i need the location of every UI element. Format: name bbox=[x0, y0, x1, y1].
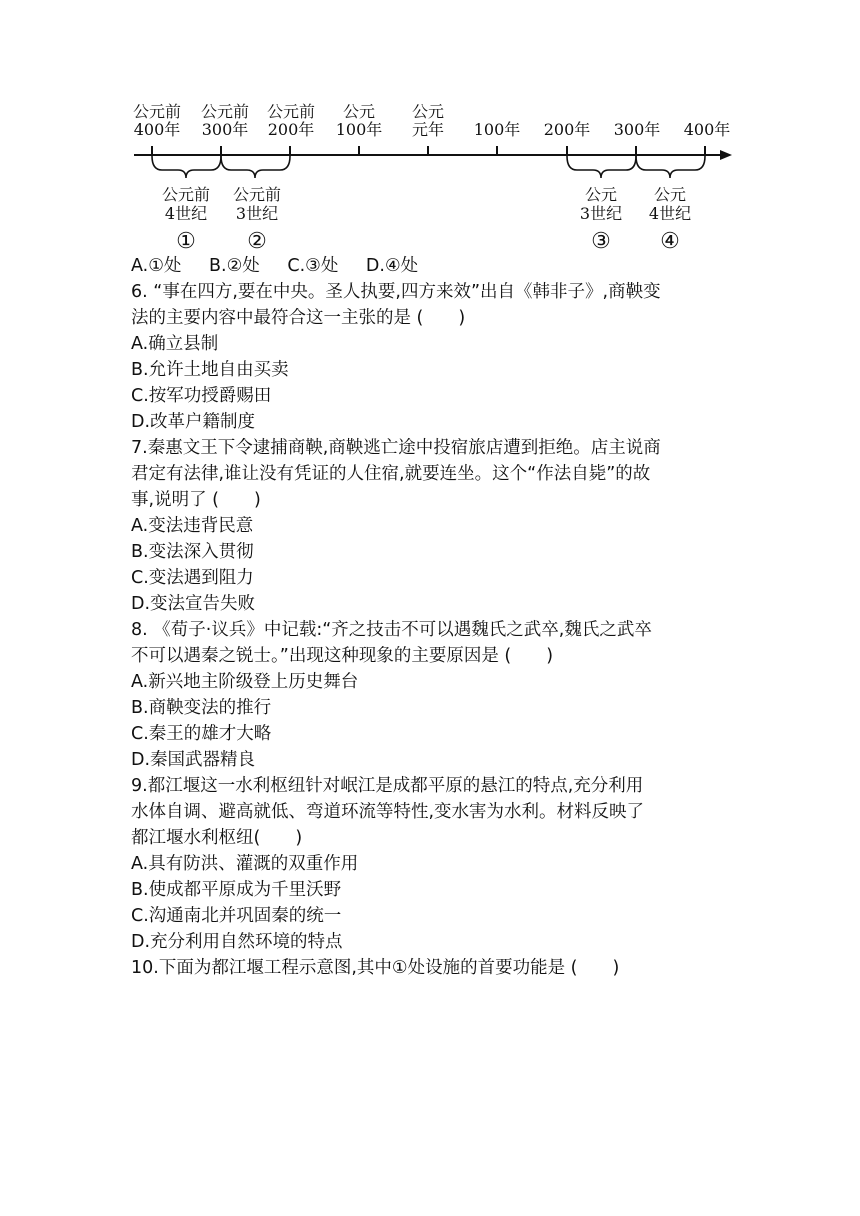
option-a[interactable]: A.新兴地主阶级登上历史舞台 bbox=[131, 672, 359, 692]
option-b[interactable]: B.变法深入贯彻 bbox=[131, 542, 254, 562]
tick-label-line2: 200年 bbox=[543, 120, 591, 139]
option-d[interactable]: D.秦国武器精良 bbox=[131, 750, 256, 770]
tick-label-line1: 公元前 bbox=[200, 102, 250, 121]
question-9 bbox=[131, 773, 751, 955]
tick-label-line1: 公元 bbox=[411, 102, 445, 121]
timeline-top-labels bbox=[133, 102, 730, 139]
tick-label-line2: 元年 bbox=[411, 120, 445, 139]
question-stem: 10.下面为都江堰工程示意图,其中①处设施的首要功能是 ( ) bbox=[131, 958, 620, 978]
question-stem: 6. “事在四方,要在中央。圣人执要,四方来效”出自《韩非子》,商鞅变 bbox=[131, 282, 661, 302]
question-6 bbox=[131, 279, 751, 435]
bracket-mark: ③ bbox=[591, 229, 611, 254]
tick-label-line2: 300年 bbox=[613, 120, 661, 139]
option-a[interactable]: A.①处 bbox=[131, 256, 182, 276]
tick-label-line2: 400年 bbox=[133, 120, 181, 139]
timeline-brackets bbox=[152, 156, 705, 178]
option-a[interactable]: A.确立县制 bbox=[131, 334, 219, 354]
bracket-4 bbox=[636, 156, 705, 178]
bracket-label-line1: 公元 bbox=[653, 185, 687, 204]
question-10 bbox=[131, 955, 751, 981]
question-7 bbox=[131, 435, 751, 617]
option-b[interactable]: B.使成都平原成为千里沃野 bbox=[131, 880, 342, 900]
option-c[interactable]: C.变法遇到阻力 bbox=[131, 568, 254, 588]
question-stem: 君定有法律,谁让没有凭证的人住宿,就要连坐。这个“作法自毙”的故 bbox=[131, 464, 651, 484]
option-d[interactable]: D.④处 bbox=[365, 256, 419, 276]
option-c[interactable]: C.③处 bbox=[287, 256, 339, 276]
timeline-ticks bbox=[152, 146, 705, 155]
bracket-mark: ④ bbox=[660, 229, 680, 254]
option-a[interactable]: A.变法违背民意 bbox=[131, 516, 254, 536]
question-content bbox=[131, 253, 751, 981]
option-d[interactable]: D.充分利用自然环境的特点 bbox=[131, 932, 343, 952]
option-c[interactable]: C.秦王的雄才大略 bbox=[131, 724, 272, 744]
option-d[interactable]: D.变法宣告失败 bbox=[131, 594, 256, 614]
question-stem: 9.都江堰这一水利枢纽针对岷江是成都平原的悬江的特点,充分利用 bbox=[131, 776, 644, 796]
bracket-label-line2: 3世纪 bbox=[235, 204, 279, 223]
tick-label-line2: 300年 bbox=[201, 120, 249, 139]
option-d[interactable]: D.改革户籍制度 bbox=[131, 412, 256, 432]
option-c[interactable]: C.按军功授爵赐田 bbox=[131, 386, 272, 406]
option-c[interactable]: C.沟通南北并巩固秦的统一 bbox=[131, 906, 342, 926]
bracket-label-line1: 公元前 bbox=[161, 185, 211, 204]
bracket-mark: ② bbox=[247, 229, 267, 254]
question-stem: 8. 《荀子·议兵》中记载:“齐之技击不可以遇魏氏之武卒,魏氏之武卒 bbox=[131, 620, 652, 640]
timeline-figure bbox=[0, 0, 860, 260]
option-a[interactable]: A.具有防洪、灌溉的双重作用 bbox=[131, 854, 359, 874]
tick-label-line1: 公元 bbox=[342, 102, 376, 121]
option-b[interactable]: B.商鞅变法的推行 bbox=[131, 698, 272, 718]
bracket-1 bbox=[152, 156, 221, 178]
bracket-label-line2: 4世纪 bbox=[164, 204, 208, 223]
tick-label-line2: 400年 bbox=[683, 120, 731, 139]
tick-label-line2: 100年 bbox=[473, 120, 521, 139]
option-b[interactable]: B.②处 bbox=[209, 256, 260, 276]
question-stem: 不可以遇秦之锐士。”出现这种现象的主要原因是 ( ) bbox=[131, 646, 554, 666]
tick-label-line2: 200年 bbox=[267, 120, 315, 139]
timeline-arrow bbox=[720, 150, 732, 160]
bracket-label-line1: 公元前 bbox=[232, 185, 282, 204]
question-stem: 法的主要内容中最符合这一主张的是 ( ) bbox=[131, 308, 466, 328]
tick-label-line1: 公元前 bbox=[132, 102, 182, 121]
tick-label-line1: 公元前 bbox=[266, 102, 316, 121]
question-8 bbox=[131, 617, 751, 773]
question-stem: 水体自调、避高就低、弯道环流等特性,变水害为水利。材料反映了 bbox=[131, 802, 645, 822]
tick-label-line2: 100年 bbox=[335, 120, 383, 139]
bracket-2 bbox=[221, 156, 290, 178]
bracket-mark: ① bbox=[176, 229, 196, 254]
option-b[interactable]: B.允许土地自由买卖 bbox=[131, 360, 289, 380]
q5-options bbox=[131, 253, 751, 279]
question-stem: 事,说明了 ( ) bbox=[131, 490, 261, 510]
bracket-label-line1: 公元 bbox=[584, 185, 618, 204]
timeline-bracket-labels bbox=[162, 185, 691, 254]
bracket-3 bbox=[567, 156, 636, 178]
bracket-label-line2: 3世纪 bbox=[579, 204, 623, 223]
question-stem: 都江堰水利枢纽( ) bbox=[131, 828, 303, 848]
question-stem: 7.秦惠文王下令逮捕商鞅,商鞅逃亡途中投宿旅店遭到拒绝。店主说商 bbox=[131, 438, 661, 458]
bracket-label-line2: 4世纪 bbox=[648, 204, 692, 223]
